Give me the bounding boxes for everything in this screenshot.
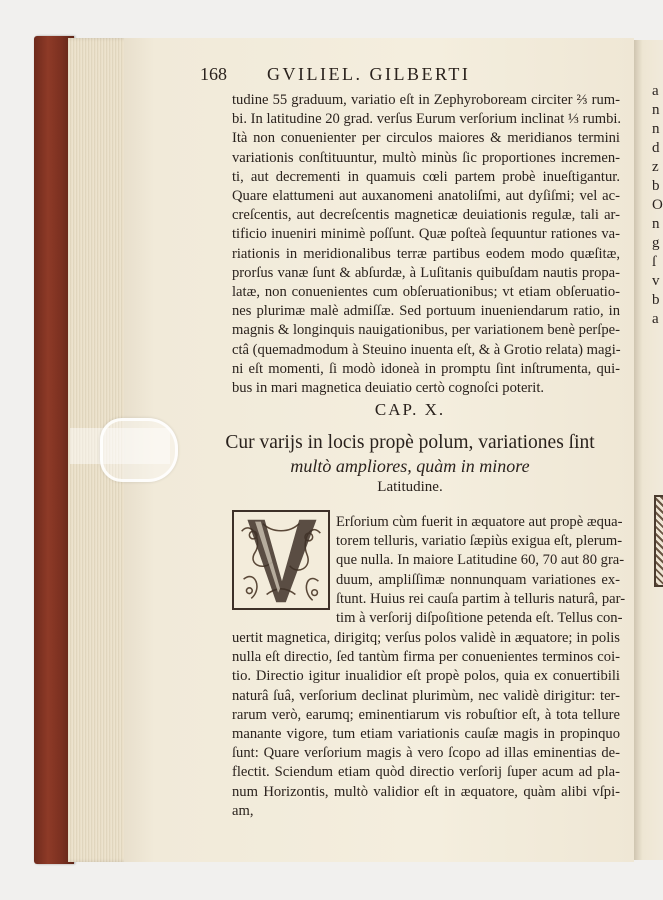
text-line: bus in mari magnetica deuiatio certò cognoſci poterit. — [232, 380, 545, 397]
right-page-letter: g — [652, 235, 660, 251]
right-page-fragments — [652, 82, 663, 329]
right-page-letter: n — [652, 216, 660, 232]
right-page-letter: n — [652, 102, 660, 118]
text-line: ti, aut decrementi in quamuis cœli partem probè inueſtigantur. — [232, 168, 620, 185]
text-line: tificio inueniri minimè poſſunt. Quæ poſteà ſequuntur rationes va- — [232, 226, 620, 243]
right-page-letter: z — [652, 159, 659, 175]
right-page-letter: b — [652, 178, 660, 194]
chapter-heading-line3: Latitudine. — [377, 479, 443, 495]
text-line: bi. In latitudine 20 grad. verſus Eurum verſorium inclinat ⅓ rumbi. — [232, 111, 622, 128]
text-line: manante vigore, tum etiam variationis cauſæ magis in propinquo — [232, 726, 620, 743]
chapter-label: CAP. X. — [374, 400, 446, 419]
paragraph-continued — [232, 91, 620, 398]
text-line: tudine 55 graduum, variatio eſt in Zephyroboream circiter ⅔ rum- — [232, 92, 620, 108]
text-line: naturâ ſuâ, verſorium declinat plurimùm, nec validè dirigitur: ter- — [232, 687, 620, 704]
text-line: variationis conſtituuntur, multò minùs ſic proportiones incremen- — [232, 149, 620, 166]
text-line: torem telluris, variatio ſæpiùs exigua eſt, plerum- — [336, 533, 623, 550]
text-line: nes plurimæ malè admiſſæ. Sed portuum inueniendarum ratio, in — [232, 303, 620, 320]
text-line: Erſorium cùm fuerit in æquatore aut propè æqua- — [336, 514, 623, 530]
chapter-heading-line1: Cur varijs in locis propè polum, variationes ſint — [225, 432, 595, 453]
right-page-letter: ſ — [652, 254, 657, 270]
text-line: num Horizontis, multò validior eſt in æquatore, quàm alibi vſpi- — [232, 783, 620, 800]
decorated-initial — [232, 510, 330, 610]
text-line: creſcentis, aut decreſcentis magneticæ deuiationis regulæ, tali ar- — [232, 207, 620, 224]
text-line: tio. Directio igitur inualidior eſt propè polos, quia ex conuertibili — [232, 668, 620, 685]
text-line: riationis in meridionalibus terræ partibus eodem modo quæſitæ, — [232, 245, 620, 262]
text-line: rarum verò, earumq; eminentiarum vis robuſtior eſt, à tota tellure — [232, 706, 620, 723]
text-line: flectit. Sciendum etiam quòd directio verſorij ſuper acum ad pla- — [232, 764, 620, 781]
running-title: GVILIEL. GILBERTI — [267, 64, 471, 84]
text-line: duum, ampliſſimæ nonnunquam variationes ex- — [336, 571, 620, 588]
text-line: am, — [232, 802, 254, 819]
right-page-letter: a — [652, 83, 659, 99]
decorated-initial-v-icon — [234, 512, 328, 608]
paragraph-opening — [336, 513, 626, 628]
right-page-letter: n — [652, 121, 660, 137]
right-page-letter: d — [652, 140, 660, 156]
running-header — [200, 64, 618, 86]
text-line: ſtunt. Huius rei cauſa partim à telluris naturâ, par- — [336, 590, 626, 607]
text-line: nulla eſt directio, ſed tantùm firma per conuenientes terminos coi- — [232, 649, 620, 666]
right-page-letter: a — [652, 311, 659, 327]
right-page-letter: O — [652, 197, 663, 213]
chapter-heading-line2: multò ampliores, quàm in minore — [290, 456, 530, 476]
text-line: magnis & longinquis nauigationibus, per variationem benè perſpe- — [232, 322, 620, 339]
text-line: uertit magnetica, dirigitq; verſus polos validè in æquatore; in polis — [232, 630, 620, 646]
text-line: ſunt: Quare verſorium magis à vero ſcopo ad illas eminentias de- — [232, 745, 620, 762]
text-line: tim à verſorij diſpoſitione petenda eſt. Tellus con- — [336, 610, 623, 627]
page-number: 168 — [200, 64, 227, 84]
page-clip — [100, 418, 178, 482]
text-line: ni eſt momenti, ſi modò idoneà in promptu ſint inſtrumenta, qui- — [232, 360, 620, 377]
right-page-ornament — [654, 495, 663, 587]
right-page-letter: b — [652, 292, 660, 308]
text-line: Ità non conuenienter per circulos maiores & meridianos termini — [232, 130, 620, 147]
paragraph-body — [232, 629, 620, 821]
text-line: Quare elattumeni aut auxanomeni anatoliſmi, aut dyſiſmi; vel ac- — [232, 188, 620, 205]
right-page-letter: v — [652, 273, 660, 289]
text-line: que nulla. In maiore Latitudine 60, 70 aut 80 gra- — [336, 552, 625, 569]
text-line: prorſus vanæ ſunt & abſurdæ, à Luſitanis quibuſdam nautis propa- — [232, 264, 620, 281]
text-line: latæ, non conuenientes cum obſeruationibus; vt etiam obſeruatio- — [232, 284, 620, 301]
text-line: ctâ (quemadmodum à Steuino inuenta eſt, & à Grotio relata) magi- — [232, 341, 621, 358]
